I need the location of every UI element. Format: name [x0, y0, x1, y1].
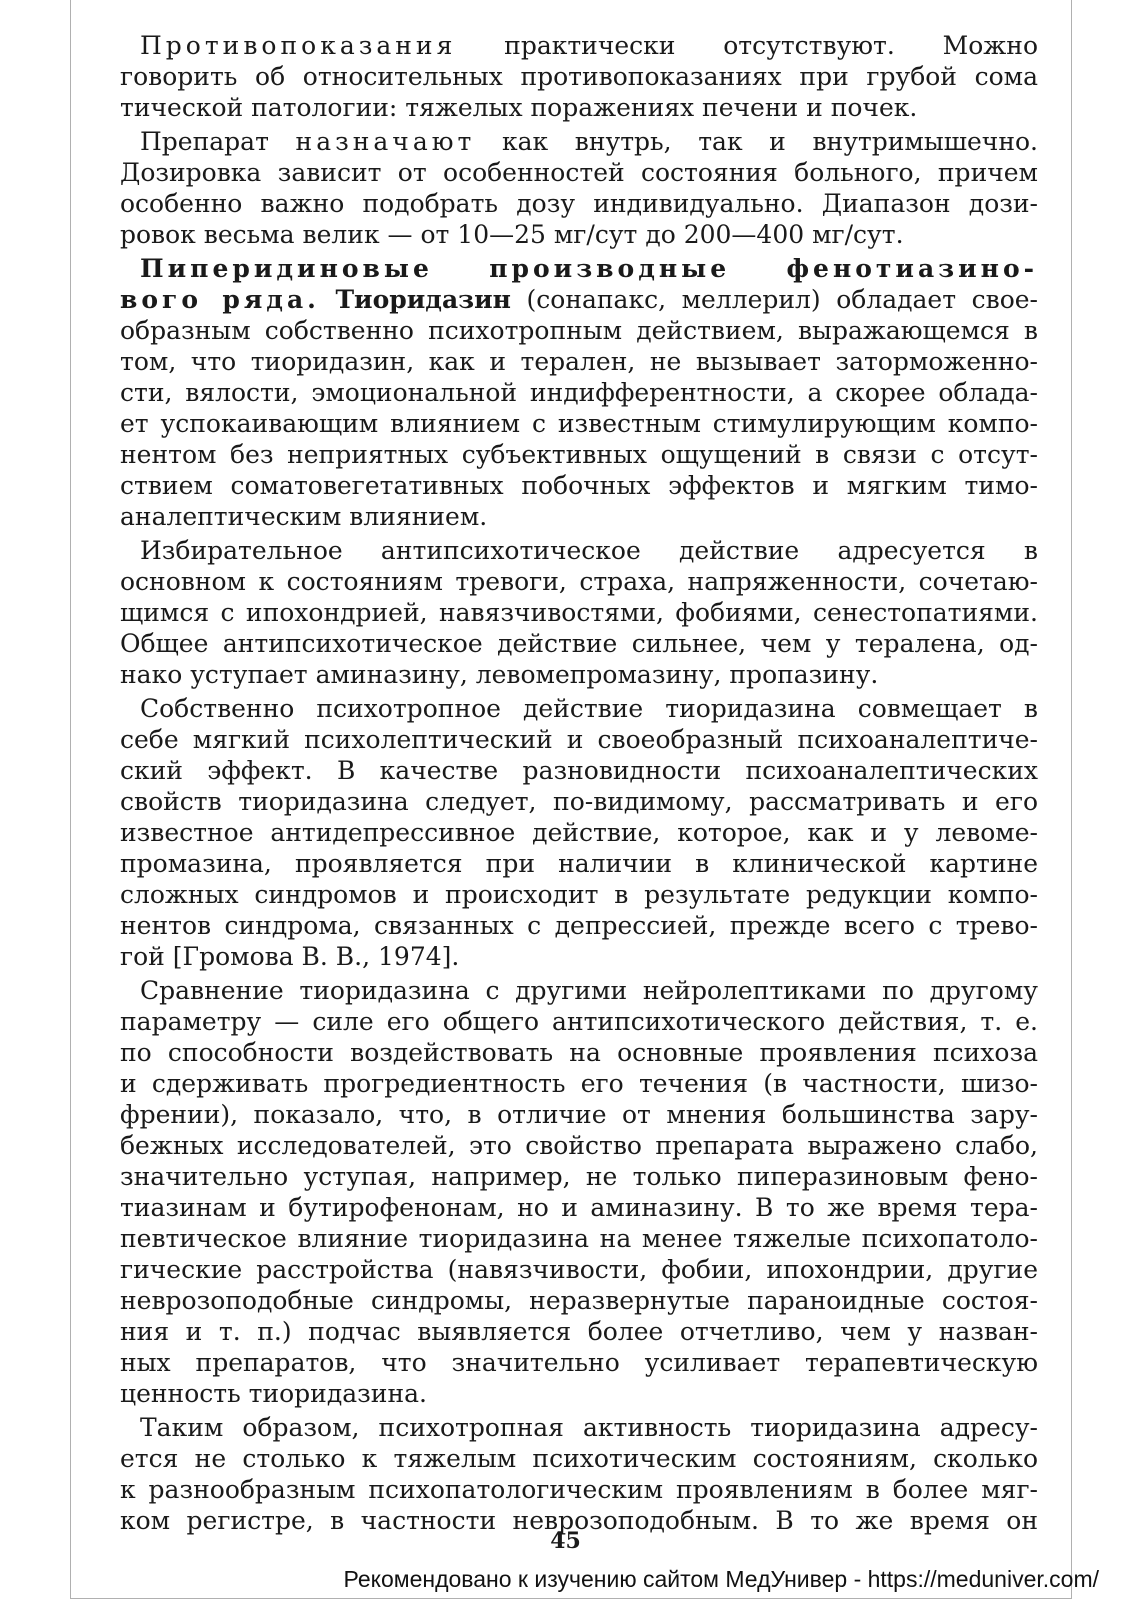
text-line: ский эффект. В качестве разновидности психоаналептических: [120, 756, 1038, 785]
text-line: ных препаратов, что значительно усиливает терапевтическую: [120, 1348, 1038, 1377]
text-fragment: Препарат: [140, 127, 269, 156]
text-line: [120, 30, 1038, 61]
text-line: неврозоподобные синдромы, неразвернутые параноидные состоя-: [120, 1286, 1038, 1315]
text-line: значительно уступая, например, не только пиперазиновым фено-: [120, 1162, 1038, 1191]
text-line: образным собственно психотропным действием, выражающемся в: [120, 316, 1038, 345]
section-heading-continued: вого ряда.: [120, 285, 320, 314]
text-line: ния и т. п.) подчас выявляется более отчетливо, чем у назван-: [120, 1317, 1038, 1346]
footer-link-text[interactable]: Рекомендовано к изучению сайтом МедУнивер - https://meduniver.com/: [343, 1566, 1099, 1592]
text-line: бежных исследователей, это свойство препарата выражено слабо,: [120, 1131, 1038, 1160]
text-line: Дозировка зависит от особенностей состояния больного, причем: [120, 158, 1038, 187]
text-line: нако уступает аминазину, левомепромазину, пропазину.: [120, 660, 879, 689]
text-line: себе мягкий психолептический и своеобразный психоаналептиче-: [120, 725, 1038, 754]
text-line: гические расстройства (навязчивости, фобии, ипохондрии, другие: [120, 1255, 1038, 1284]
text-line: том, что тиоридазин, как и терален, не вызывает заторможенно-: [120, 347, 1038, 376]
text-fragment: практически отсутствуют. Можно: [504, 31, 1038, 60]
text-line: нентов синдрома, связанных с депрессией, прежде всего с трево-: [120, 911, 1038, 940]
section-heading: Пиперидиновые производные фенотиазино-: [140, 254, 1038, 283]
text-line: говорить об относительных противопоказаниях при грубой сома: [120, 62, 1038, 91]
page-text: [120, 30, 1038, 1536]
text-line: ценность тиоридазина.: [120, 1379, 427, 1408]
text-line: сложных синдромов и происходит в результате редукции компо-: [120, 880, 1038, 909]
emphasized-term: Противопоказания: [140, 31, 457, 60]
text-line: ет успокаивающим влиянием с известным стимулирующим компо-: [120, 409, 1038, 438]
text-line: свойств тиоридазина следует, по-видимому, рассматривать и его: [120, 787, 1038, 816]
text-line: аналептическим влиянием.: [120, 502, 488, 531]
text-line: к разнообразным психопатологическим проявлениям в более мяг-: [120, 1475, 1038, 1504]
text-line: Собственно психотропное действие тиоридазина совмещает в: [140, 694, 1038, 723]
text-line: тической патологии: тяжелых поражениях печени и почек.: [120, 93, 918, 122]
text-line: Сравнение тиоридазина с другими нейролептиками по другому: [140, 976, 1038, 1005]
text-line: [120, 126, 1038, 157]
text-line: тиазинам и бутирофенонам, но и аминазину. В то же время тера-: [120, 1193, 1038, 1222]
text-line: по способности воздействовать на основные проявления психоза: [120, 1038, 1038, 1067]
text-line: параметру — силе его общего антипсихотического действия, т. е.: [120, 1007, 1038, 1036]
text-line: промазина, проявляется при наличии в клинической картине: [120, 849, 1038, 878]
text-line: известное антидепрессивное действие, которое, как и у левоме-: [120, 818, 1038, 847]
text-line: и сдерживать прогредиентность его течения (в частности, шизо-: [120, 1069, 1038, 1098]
text-line: френии), показало, что, в отличие от мнения большинства зару-: [120, 1100, 1038, 1129]
text-fragment: (сонапакс, меллерил) обладает свое-: [526, 285, 1038, 314]
text-line: Таким образом, психотропная активность тиоридазина адресу-: [140, 1413, 1038, 1442]
emphasized-term: назначают: [295, 127, 476, 156]
text-line: Общее антипсихотическое действие сильнее, чем у тералена, од-: [120, 629, 1038, 658]
text-line: ствием соматовегетативных побочных эффектов и мягким тимо-: [120, 471, 1038, 500]
text-line: гой [Громова В. В., 1974].: [120, 942, 460, 971]
text-line: певтическое влияние тиоридазина на менее тяжелые психопатоло-: [120, 1224, 1038, 1253]
text-line: особенно важно подобрать дозу индивидуально. Диапазон дози-: [120, 189, 1038, 218]
text-line: ровок весьма велик — от 10—25 мг/сут до 200—400 мг/сут.: [120, 220, 904, 249]
text-fragment: как внутрь, так и внутримышечно.: [501, 127, 1038, 156]
text-line: Избирательное антипсихотическое действие адресуется в: [140, 536, 1038, 565]
page-number: 45: [550, 1528, 581, 1554]
text-line: ком регистре, в частности неврозоподобным. В то же время он: [120, 1506, 1038, 1535]
text-line: щимся с ипохондрией, навязчивостями, фобиями, сенестопатиями.: [120, 598, 1038, 627]
text-line: основном к состояниям тревоги, страха, напряженности, сочетаю-: [120, 567, 1038, 596]
text-line: сти, вялости, эмоциональной индифферентности, а скорее облада-: [120, 378, 1038, 407]
text-line: ется не столько к тяжелым психотическим состояниям, сколько: [120, 1444, 1038, 1473]
drug-name: Тиоридазин: [335, 285, 511, 314]
text-line: нентом без неприятных субъективных ощущений в связи с отсут-: [120, 440, 1038, 469]
text-line: [120, 284, 1038, 315]
